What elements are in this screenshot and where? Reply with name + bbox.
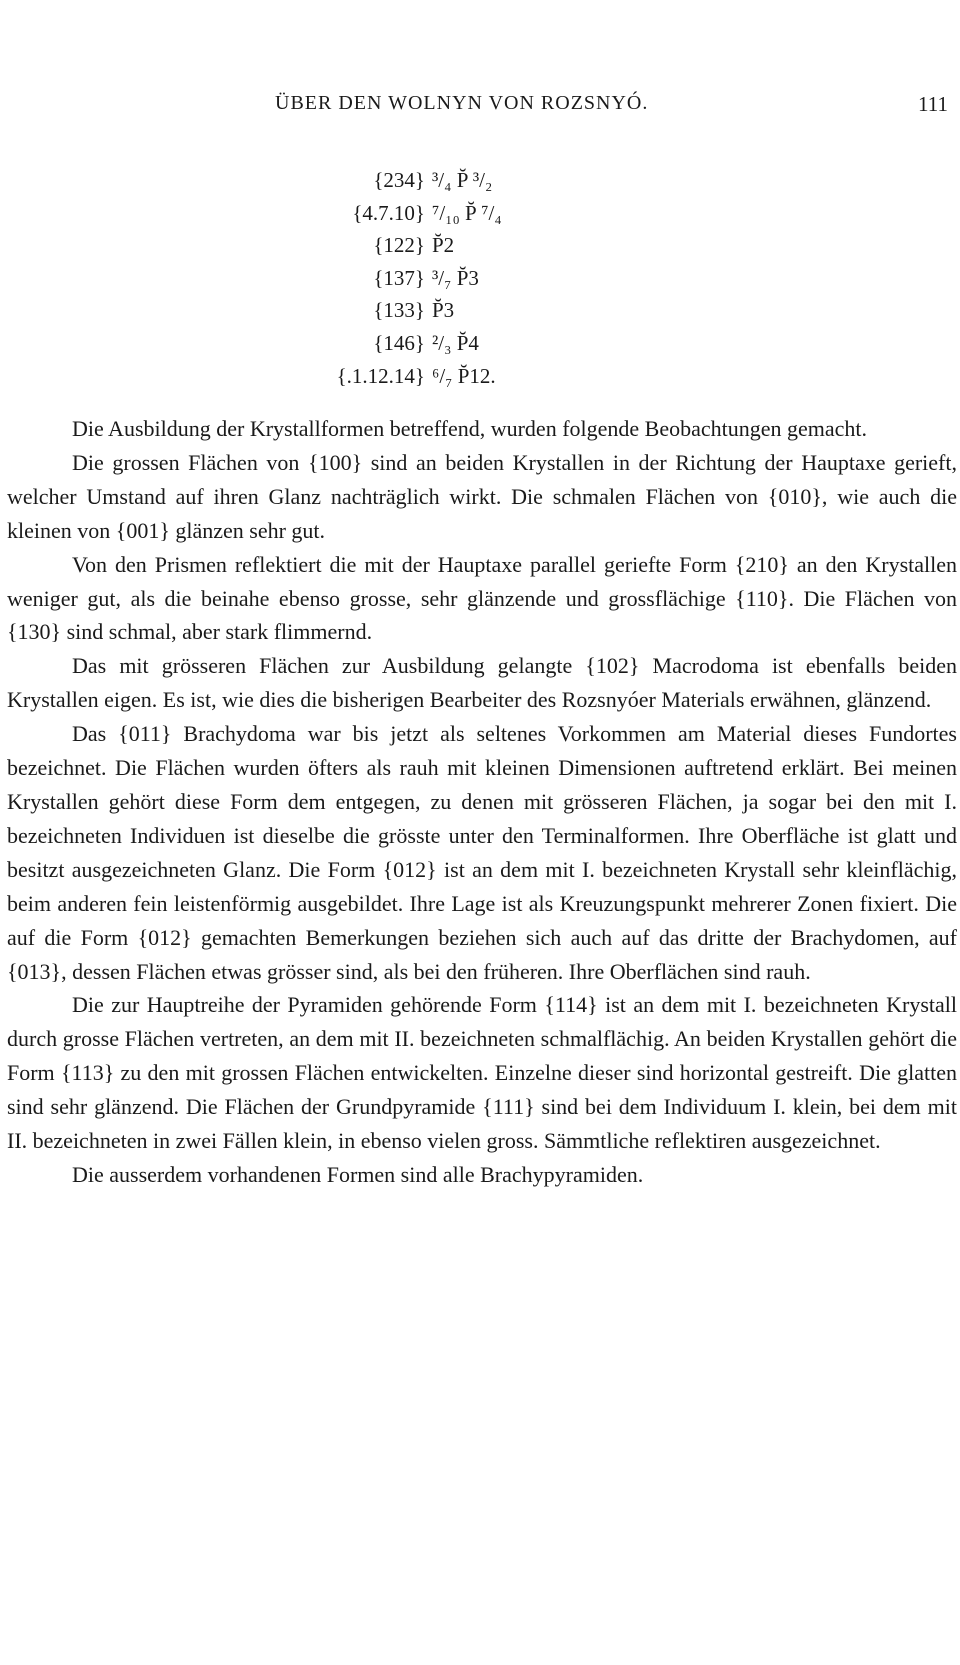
form-row [0,201,960,234]
running-header [0,92,960,122]
body-text [7,412,957,1192]
form-symbol: ⁶/₇ P̆12. [432,363,496,388]
form-row [0,364,960,397]
form-index: {234} [373,168,425,192]
form-symbol: ³/₄ P̆ ³/₂ [432,168,493,192]
form-index: {146} [373,330,425,355]
form-row [0,168,960,201]
form-symbol: ²/₃ P̆4 [432,330,479,355]
paragraph: Das {011} Brachydoma war bis jetzt als seltenes Vorkommen am Material dieses Fundortes bezeichnet. Die Flächen wurden öfters als rauh mit kleinen Dimensionen auftretend erklärt. Bei meinen Krystallen gehört diese Form dem entgegen, zu denen mit grösseren Flächen, ja sogar bei den mit I. bezeichneten Individuen ist dieselbe die grösste unter den Terminalformen. Ihre Oberfläche ist glatt und besitzt ausgezeichneten Glanz. Die Form {012} ist an dem mit I. bezeichneten Krystall sehr kleinflächig, beim anderen fein leistenförmig ausgebildet. Ihre Lage ist als Kreuzungspunkt mehrerer Zonen fixiert. Die auf die Form {012} gemachten Bemerkungen beziehen sich auch auf das dritte der Brachydomen, auf {013}, dessen Flächen etwas grösser sind, als bei den früheren. Ihre Oberflächen sind rauh. [7,721,957,984]
header-title: ÜBER DEN WOLNYN VON ROZSNYÓ. [275,92,649,114]
form-symbol: P̆3 [432,298,455,323]
form-row [0,266,960,299]
paragraph: Das mit grösseren Flächen zur Ausbildung gelangte {102} Macrodoma ist ebenfalls beiden Krystallen eigen. Es ist, wie dies die bisherigen Bearbeiter des Rozsnyóer Materials erwähnen, glänzend. [7,653,957,713]
paragraph: Von den Prismen reflektiert die mit der Hauptaxe parallel geriefte Form {210} an den Krystallen weniger gut, als die beinahe ebenso grosse, sehr glänzende und grossflächige {110}. Die Flächen von {130} sind schmal, aber stark flimmernd. [7,551,957,645]
form-index: {133} [373,298,425,323]
form-symbol: ³/₇ P̆3 [432,265,479,290]
form-row [0,298,960,331]
page-number: 111 [918,92,948,116]
paragraph: Die grossen Flächen von {100} sind an beiden Krystallen in der Richtung der Hauptaxe gerieft, welcher Umstand auf ihren Glanz nachträglich wirkt. Die schmalen Flächen von {010}, wie auch die kleinen von {001} glänzen sehr gut. [7,449,957,543]
form-symbol: ⁷/₁₀ P̆ ⁷/₄ [432,200,502,225]
form-index: {137} [373,265,425,290]
form-row [0,331,960,364]
form-index: {122} [373,233,425,258]
crystal-forms-list [0,168,960,396]
form-symbol: P̆2 [432,233,455,258]
form-index: {.1.12.14} [336,363,425,388]
form-row [0,233,960,266]
paragraph: Die zur Hauptreihe der Pyramiden gehörende Form {114} ist an dem mit I. bezeichneten Krystall durch grosse Flächen vertreten, an dem mit II. bezeichneten schmalflächig. An beiden Krystallen gehört die Form {113} zu den mit grossen Flächen entwickelten. Einzelne dieser sind horizontal gestreift. Die glatten sind sehr glänzend. Die Flächen der Grundpyramide {111} sind bei dem Individuum I. klein, bei dem mit II. bezeichneten in zwei Fällen klein, in ebenso vielen gross. Sämmtliche reflektiren ausgezeichnet. [7,992,957,1154]
paragraph: Die Ausbildung der Krystallformen betreffend, wurden folgende Beobachtungen gemacht. [72,416,868,441]
paragraph: Die ausserdem vorhandenen Formen sind alle Brachypyramiden. [72,1161,644,1187]
form-index: {4.7.10} [352,200,425,225]
